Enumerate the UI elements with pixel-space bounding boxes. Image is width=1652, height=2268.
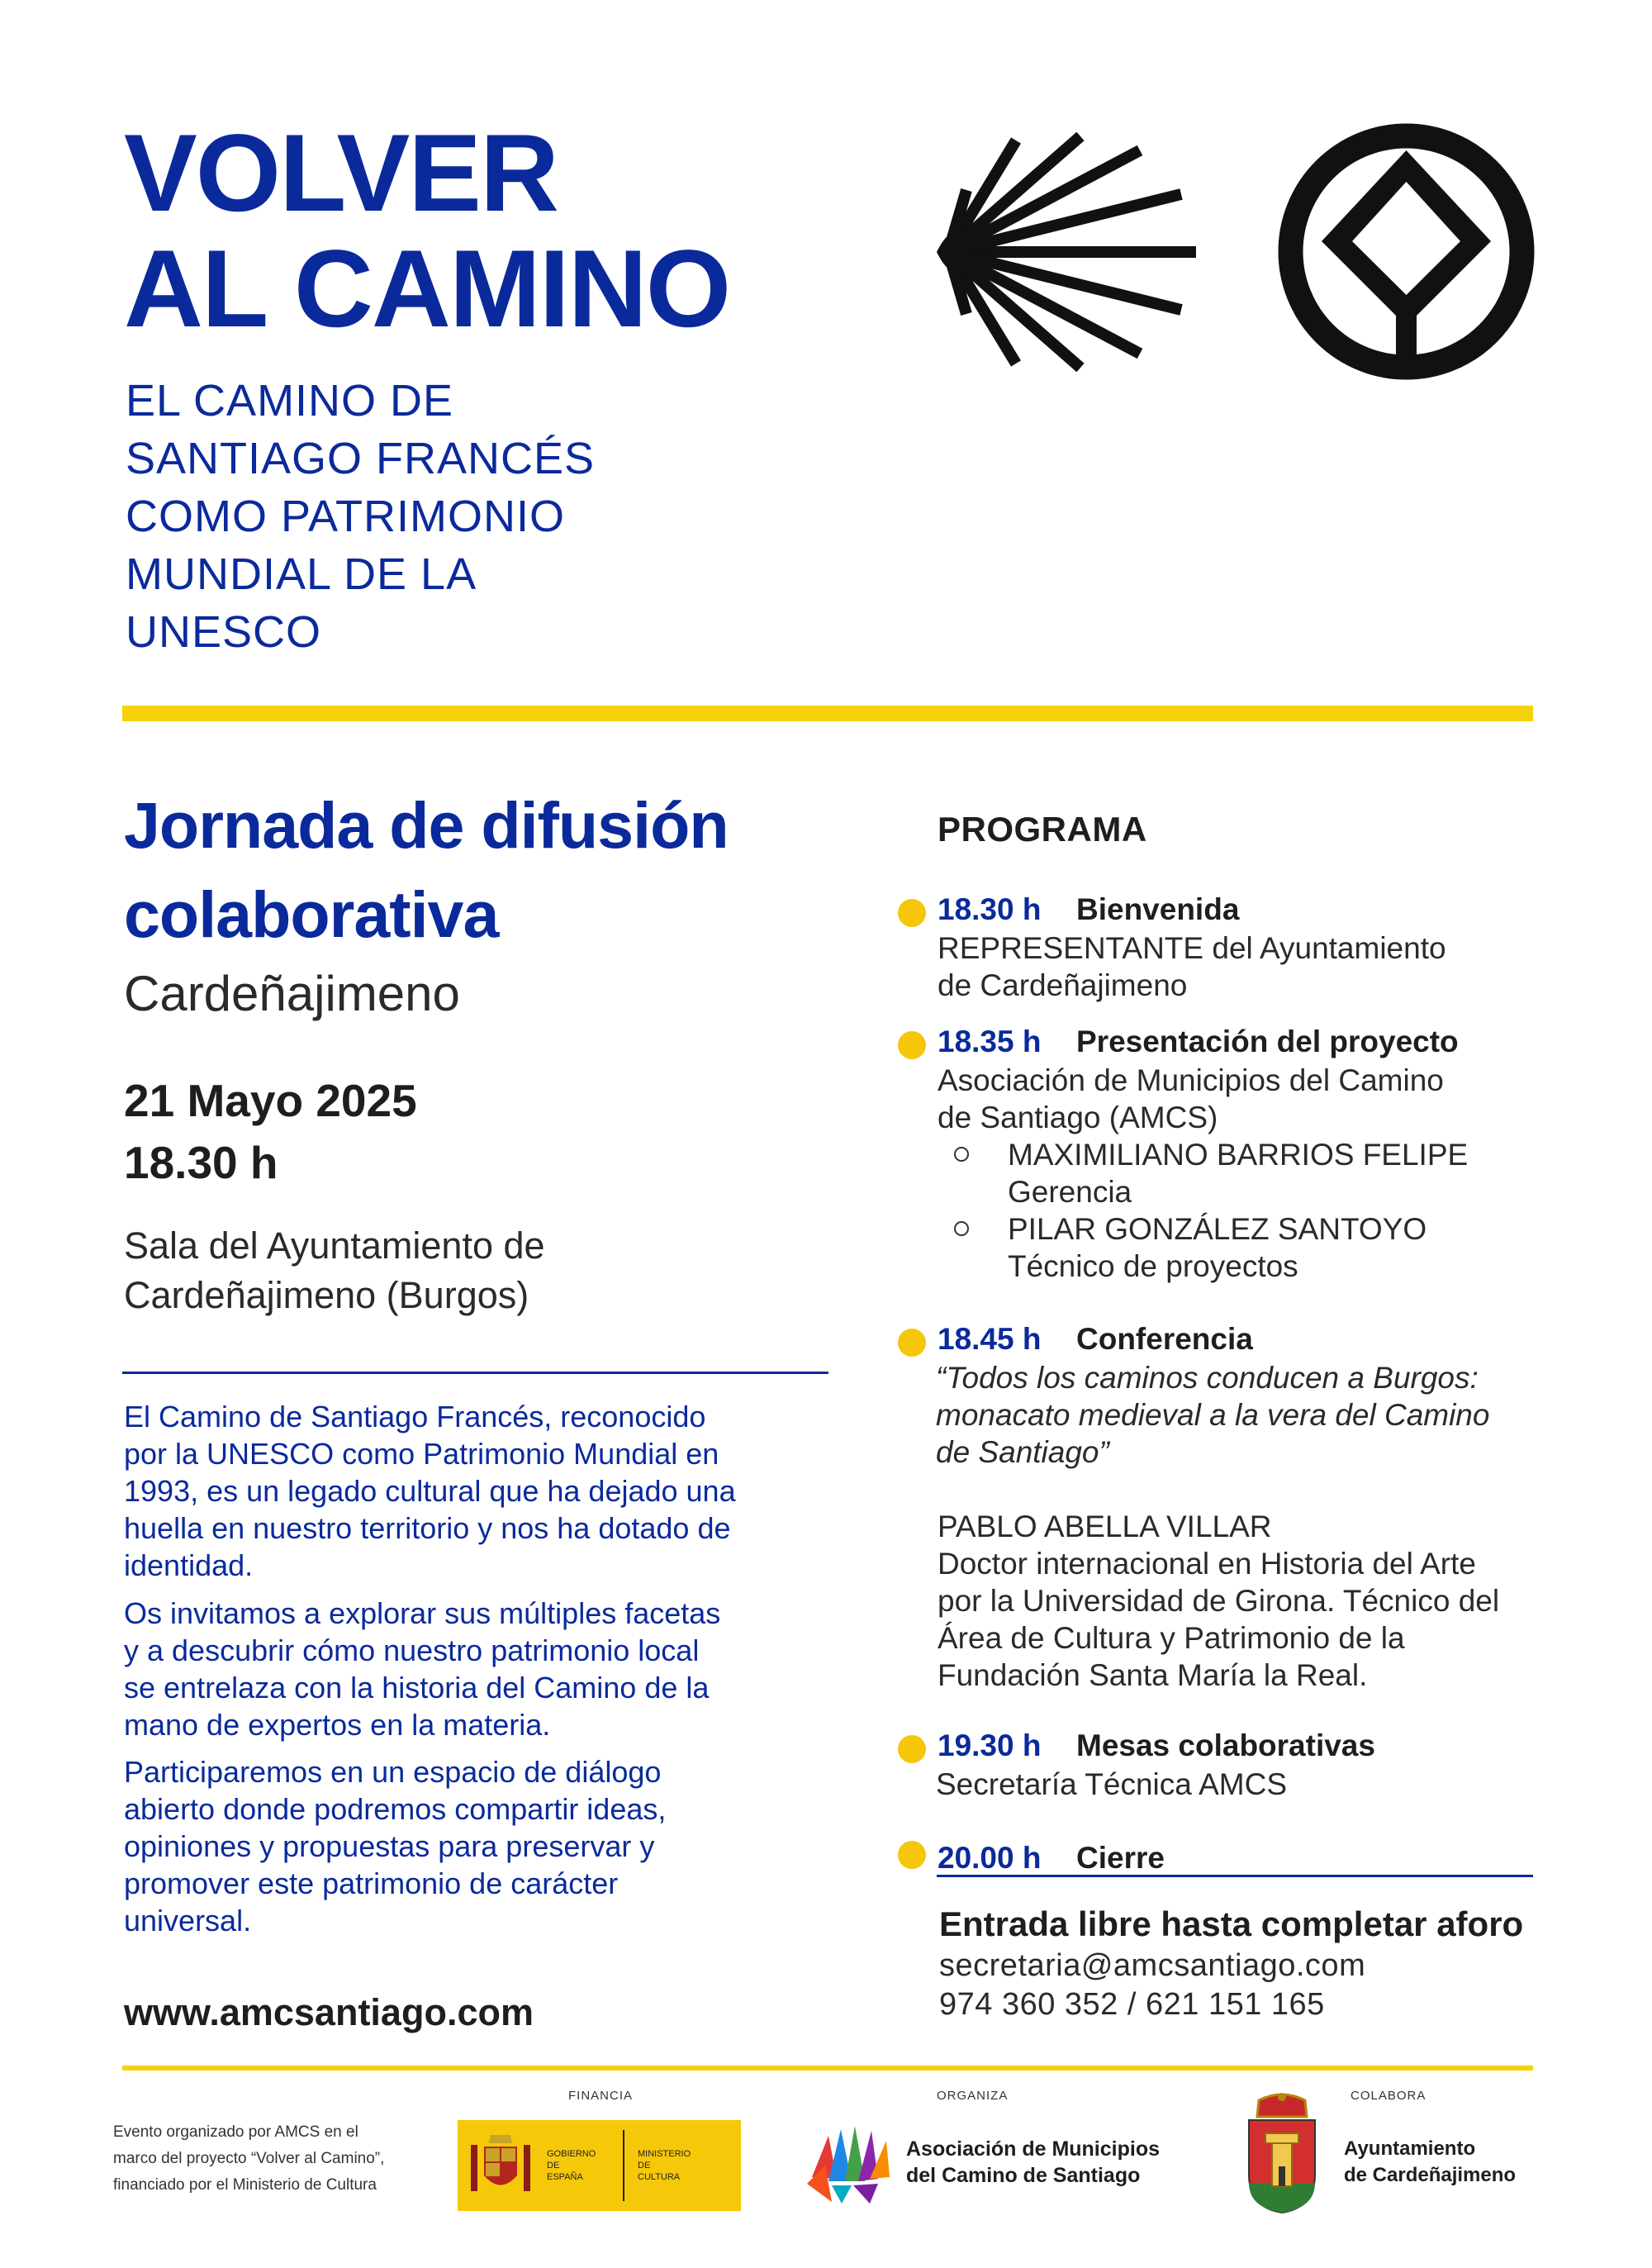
contact-phones: 974 360 352 / 621 151 165 xyxy=(939,1987,1325,2022)
program-title: Bienvenida xyxy=(1076,892,1240,926)
speaker-bio: Área de Cultura y Patrimonio de la xyxy=(938,1621,1405,1655)
ministerio-line: DE xyxy=(638,2161,651,2171)
amcs-logo-icon xyxy=(804,2119,895,2206)
bullet-dot-icon xyxy=(898,899,926,927)
conference-quote: “Todos los caminos conducen a Burgos: xyxy=(936,1361,1479,1395)
description-line: mano de expertos en la materia. xyxy=(124,1708,551,1742)
amcs-name-line: del Camino de Santiago xyxy=(906,2164,1141,2187)
website-link[interactable]: www.amcsantiago.com xyxy=(124,1991,534,2033)
logo-separator xyxy=(623,2130,624,2201)
gobierno-text xyxy=(547,2148,596,2183)
ministerio-cultura-logo xyxy=(458,2120,741,2211)
subtitle-line: EL CAMINO DE xyxy=(126,376,454,426)
sub-bullet-icon xyxy=(954,1147,969,1162)
venue-line2: Cardeñajimeno (Burgos) xyxy=(124,1274,529,1316)
program-time: 18.35 h xyxy=(938,1025,1042,1058)
conference-quote: de Santiago” xyxy=(936,1435,1109,1469)
description-paragraph-1 xyxy=(124,1398,809,1584)
venue-line1: Sala del Ayuntamiento de xyxy=(124,1224,545,1267)
program-title: Presentación del proyecto xyxy=(1076,1025,1459,1058)
financia-label: FINANCIA xyxy=(568,2089,634,2103)
subtitle xyxy=(126,372,595,661)
program-time: 18.45 h xyxy=(938,1322,1042,1356)
bullet-dot-icon xyxy=(898,1841,926,1869)
speaker-name: PILAR GONZÁLEZ SANTOYO xyxy=(1008,1212,1427,1246)
subtitle-line: SANTIAGO FRANCÉS xyxy=(126,434,596,483)
main-title-line2: AL CAMINO xyxy=(124,228,730,350)
program-text: REPRESENTANTE del Ayuntamiento xyxy=(938,931,1446,965)
event-title-line2: colaborativa xyxy=(124,877,499,951)
description-line: huella en nuestro territorio y nos ha dotado de xyxy=(124,1511,731,1545)
cardenajimeno-shield-icon xyxy=(1241,2092,1323,2216)
program-title: Conferencia xyxy=(1076,1322,1253,1356)
program-text: de Santiago (AMCS) xyxy=(938,1101,1218,1134)
gobierno-line: ESPAÑA xyxy=(547,2172,583,2182)
bullet-dot-icon xyxy=(898,1735,926,1763)
description-line: Participaremos en un espacio de diálogo xyxy=(124,1755,662,1789)
ayuntamiento-name xyxy=(1344,2136,1516,2189)
description-line: y a descubrir cómo nuestro patrimonio local xyxy=(124,1633,700,1667)
sub-bullet-icon xyxy=(954,1221,969,1236)
description-line: universal. xyxy=(124,1904,252,1938)
right-divider xyxy=(937,1875,1533,1877)
event-date: 21 Mayo 2025 xyxy=(124,1075,417,1126)
speaker-name: PABLO ABELLA VILLAR xyxy=(938,1510,1272,1543)
entry-info: Entrada libre hasta completar aforo xyxy=(939,1904,1524,1943)
programa-heading: PROGRAMA xyxy=(938,810,1147,849)
event-title-line1: Jornada de difusión xyxy=(124,788,729,862)
scallop-shell-icon xyxy=(933,132,1206,372)
event-place: Cardeñajimeno xyxy=(124,966,460,1021)
program-time: 18.30 h xyxy=(938,892,1042,926)
conference-quote: monacato medieval a la vera del Camino xyxy=(936,1398,1490,1432)
description-line: Os invitamos a explorar sus múltiples facetas xyxy=(124,1596,721,1630)
amcs-name xyxy=(906,2136,1160,2189)
main-title-line1: VOLVER xyxy=(124,112,558,235)
program-text: Asociación de Municipios del Camino xyxy=(938,1063,1444,1097)
description-line: identidad. xyxy=(124,1548,254,1582)
ayuntamiento-line: Ayuntamiento xyxy=(1344,2137,1476,2160)
description-line: opiniones y propuestas para preservar y xyxy=(124,1829,655,1863)
description-line: El Camino de Santiago Francés, reconocido xyxy=(124,1400,706,1434)
description-line: abierto donde podremos compartir ideas, xyxy=(124,1792,667,1826)
bullet-dot-icon xyxy=(898,1031,926,1059)
ministerio-line: CULTURA xyxy=(638,2172,681,2182)
description-paragraph-3 xyxy=(124,1753,809,1939)
organiza-label: ORGANIZA xyxy=(937,2089,1009,2103)
ministerio-text xyxy=(638,2148,691,2183)
main-title xyxy=(124,112,730,350)
amcs-name-line: Asociación de Municipios xyxy=(906,2137,1160,2161)
program-time: 20.00 h xyxy=(938,1841,1042,1875)
subtitle-line: COMO PATRIMONIO xyxy=(126,492,565,541)
subtitle-line: MUNDIAL DE LA xyxy=(126,549,477,599)
footer-divider xyxy=(122,2066,1533,2071)
speaker-role: Gerencia xyxy=(1008,1175,1132,1209)
footer-note-line: marco del proyecto “Volver al Camino”, xyxy=(113,2150,385,2167)
description-paragraph-2 xyxy=(124,1595,809,1743)
program-title: Cierre xyxy=(1076,1841,1165,1875)
description-line: se entrelaza con la historia del Camino de la xyxy=(124,1671,710,1705)
speaker-bio: por la Universidad de Girona. Técnico del xyxy=(938,1584,1500,1618)
footer-note-line: financiado por el Ministerio de Cultura xyxy=(113,2176,377,2194)
subtitle-line: UNESCO xyxy=(126,607,322,657)
speaker-bio: Doctor internacional en Historia del Arte xyxy=(938,1547,1476,1581)
event-title xyxy=(124,781,729,959)
left-divider xyxy=(122,1372,828,1374)
gobierno-line: DE xyxy=(547,2161,560,2171)
footer-note xyxy=(113,2119,384,2199)
gobierno-line: GOBIERNO xyxy=(547,2149,596,2159)
footer-note-line: Evento organizado por AMCS en el xyxy=(113,2123,358,2141)
ministerio-line: MINISTERIO xyxy=(638,2149,691,2159)
program-title: Mesas colaborativas xyxy=(1076,1728,1375,1762)
program-text: Secretaría Técnica AMCS xyxy=(936,1767,1287,1801)
program-text: de Cardeñajimeno xyxy=(938,968,1188,1002)
ayuntamiento-line: de Cardeñajimeno xyxy=(1344,2164,1517,2186)
contact-email[interactable]: secretaria@amcsantiago.com xyxy=(939,1948,1366,1983)
header-divider xyxy=(122,706,1533,721)
colabora-label: COLABORA xyxy=(1351,2089,1427,2103)
event-time: 18.30 h xyxy=(124,1137,278,1188)
bullet-dot-icon xyxy=(898,1329,926,1357)
description-line: 1993, es un legado cultural que ha dejado una xyxy=(124,1474,736,1508)
event-venue xyxy=(124,1221,545,1320)
world-heritage-emblem-icon xyxy=(1272,117,1540,386)
speaker-role: Técnico de proyectos xyxy=(1008,1249,1298,1283)
event-datetime xyxy=(124,1070,417,1194)
description-line: por la UNESCO como Patrimonio Mundial en xyxy=(124,1437,719,1471)
speaker-name: MAXIMILIANO BARRIOS FELIPE xyxy=(1008,1138,1469,1172)
description-line: promover este patrimonio de carácter xyxy=(124,1866,619,1900)
coat-of-arms-icon xyxy=(468,2130,534,2201)
speaker-bio: Fundación Santa María la Real. xyxy=(938,1658,1368,1692)
program-time: 19.30 h xyxy=(938,1728,1042,1762)
